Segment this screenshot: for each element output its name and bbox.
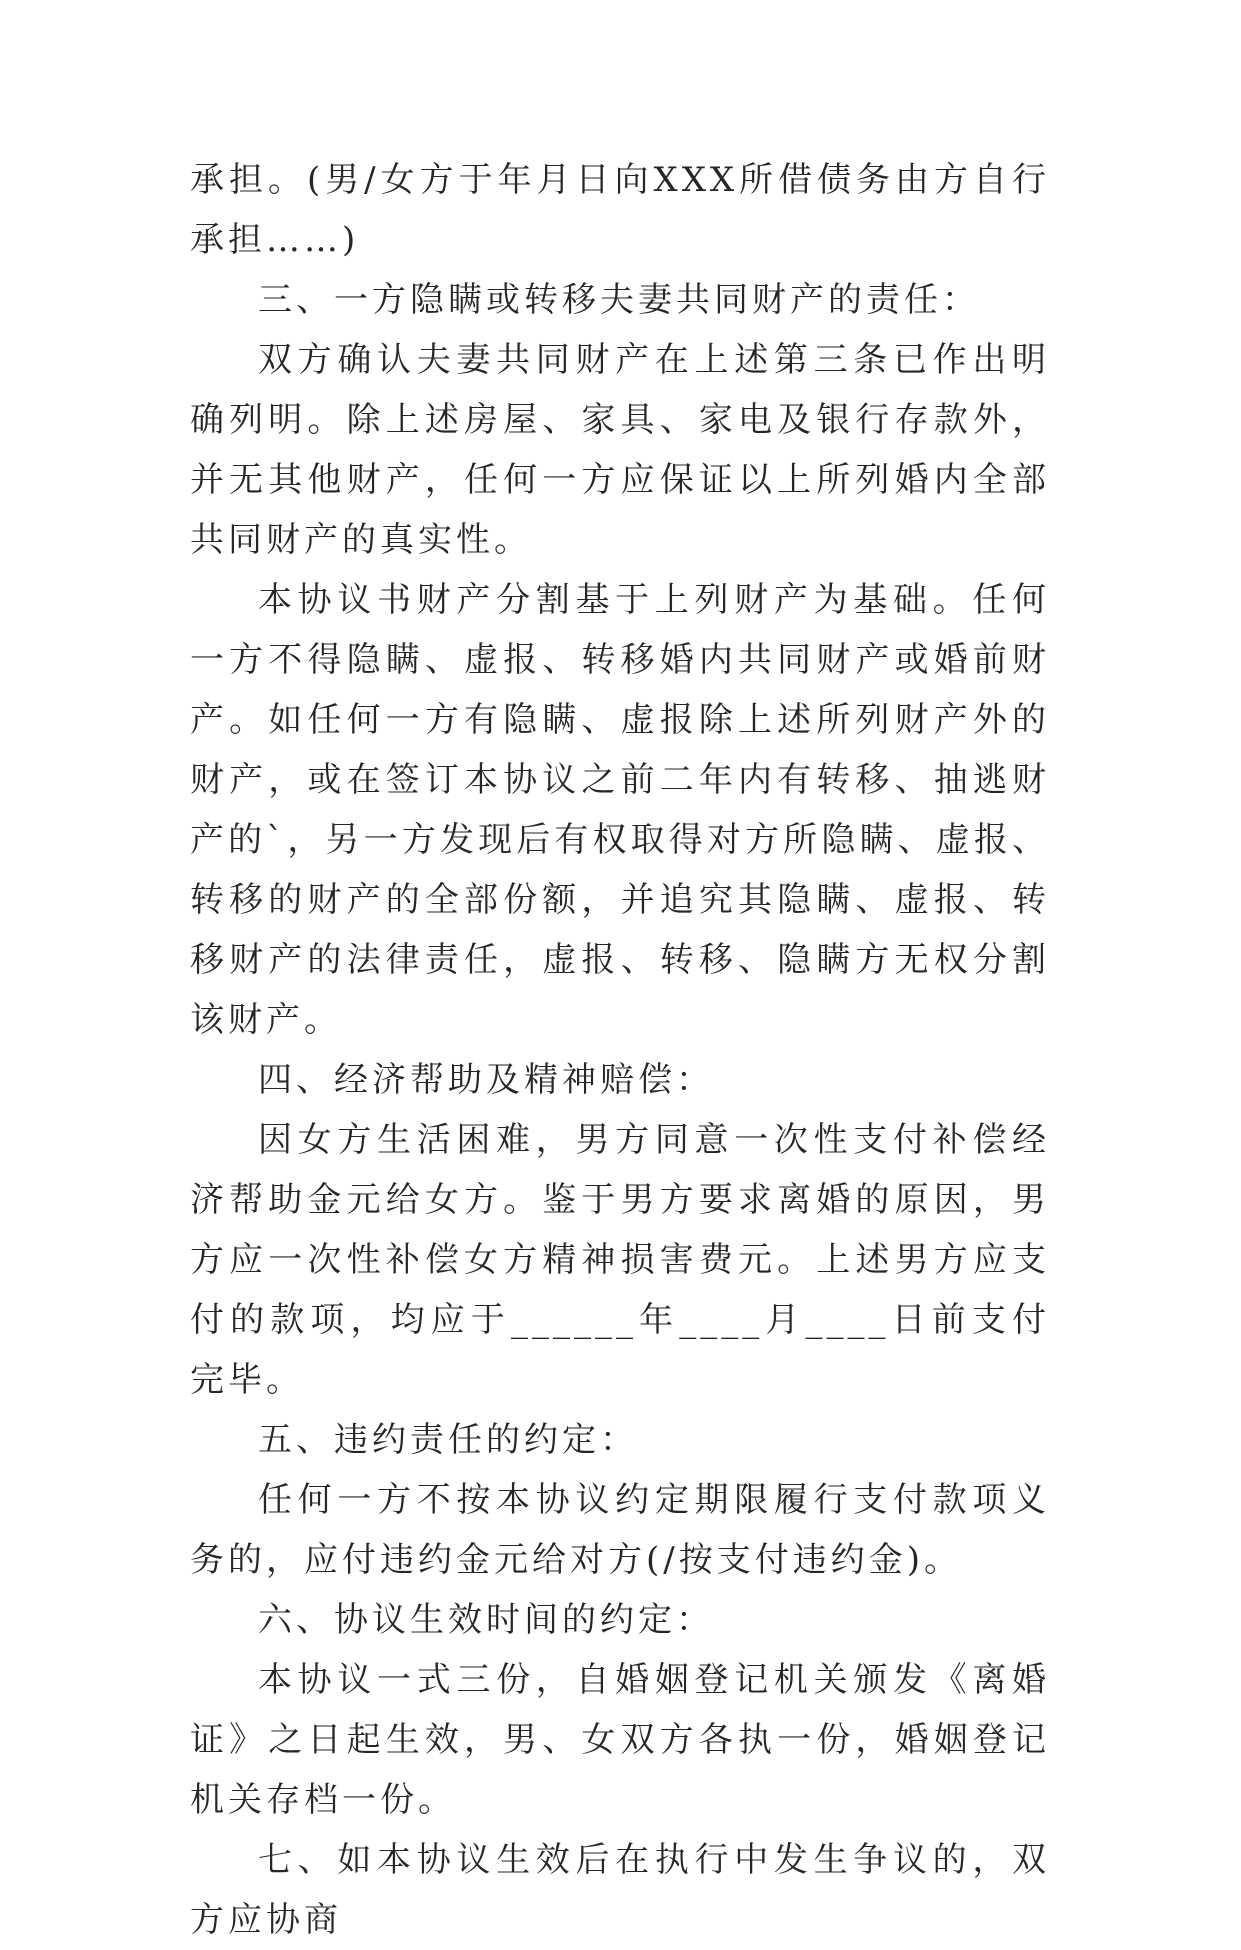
paragraph-property-confirmation: 双方确认夫妻共同财产在上述第三条已作出明确列明。除上述房屋、家具、家电及银行存款外，并无其他财产，任何一方应保证以上所列婚内全部共同财产的真实性。 xyxy=(190,340,1050,560)
paragraph-debt-continuation: 承担。(男/女方于年月日向XXX所借债务由方自行承担……) xyxy=(190,160,1050,260)
section-heading-breach: 五、违约责任的约定： xyxy=(258,1420,638,1460)
paragraph-property-division: 本协议书财产分割基于上列财产为基础。任何一方不得隐瞒、虚报、转移婚内共同财产或婚前财产。如任何一方有隐瞒、虚报除上述所列财产外的财产，或在签订本协议之前二年内有转移、抽逃财产的`，另一方发现后有权取得对方所隐瞒、虚报、转移的财产的全部份额，并追究其隐瞒、虚报、转移财产的法律责任，虚报、转移、隐瞒方无权分割该财产。 xyxy=(190,580,1050,1040)
section-heading-concealment: 三、一方隐瞒或转移夫妻共同财产的责任： xyxy=(258,280,980,320)
section-heading-compensation: 四、经济帮助及精神赔偿： xyxy=(258,1060,714,1100)
paragraph-compensation-terms: 因女方生活困难，男方同意一次性支付补偿经济帮助金元给女方。鉴于男方要求离婚的原因，男方应一次性补偿女方精神损害费元。上述男方应支付的款项，均应于______年____月____日前支付完毕。 xyxy=(190,1120,1050,1400)
paragraph-effective-terms: 本协议一式三份，自婚姻登记机关颁发《离婚证》之日起生效，男、女双方各执一份，婚姻登记机关存档一份。 xyxy=(190,1660,1050,1820)
paragraph-breach-terms: 任何一方不按本协议约定期限履行支付款项义务的，应付违约金元给对方(/按支付违约金)。 xyxy=(190,1480,1050,1580)
section-heading-effective-date: 六、协议生效时间的约定： xyxy=(258,1600,714,1640)
document-body xyxy=(190,150,1050,1950)
section-heading-disputes: 七、如本协议生效后在执行中发生争议的，双方应协商 xyxy=(190,1840,1050,1940)
